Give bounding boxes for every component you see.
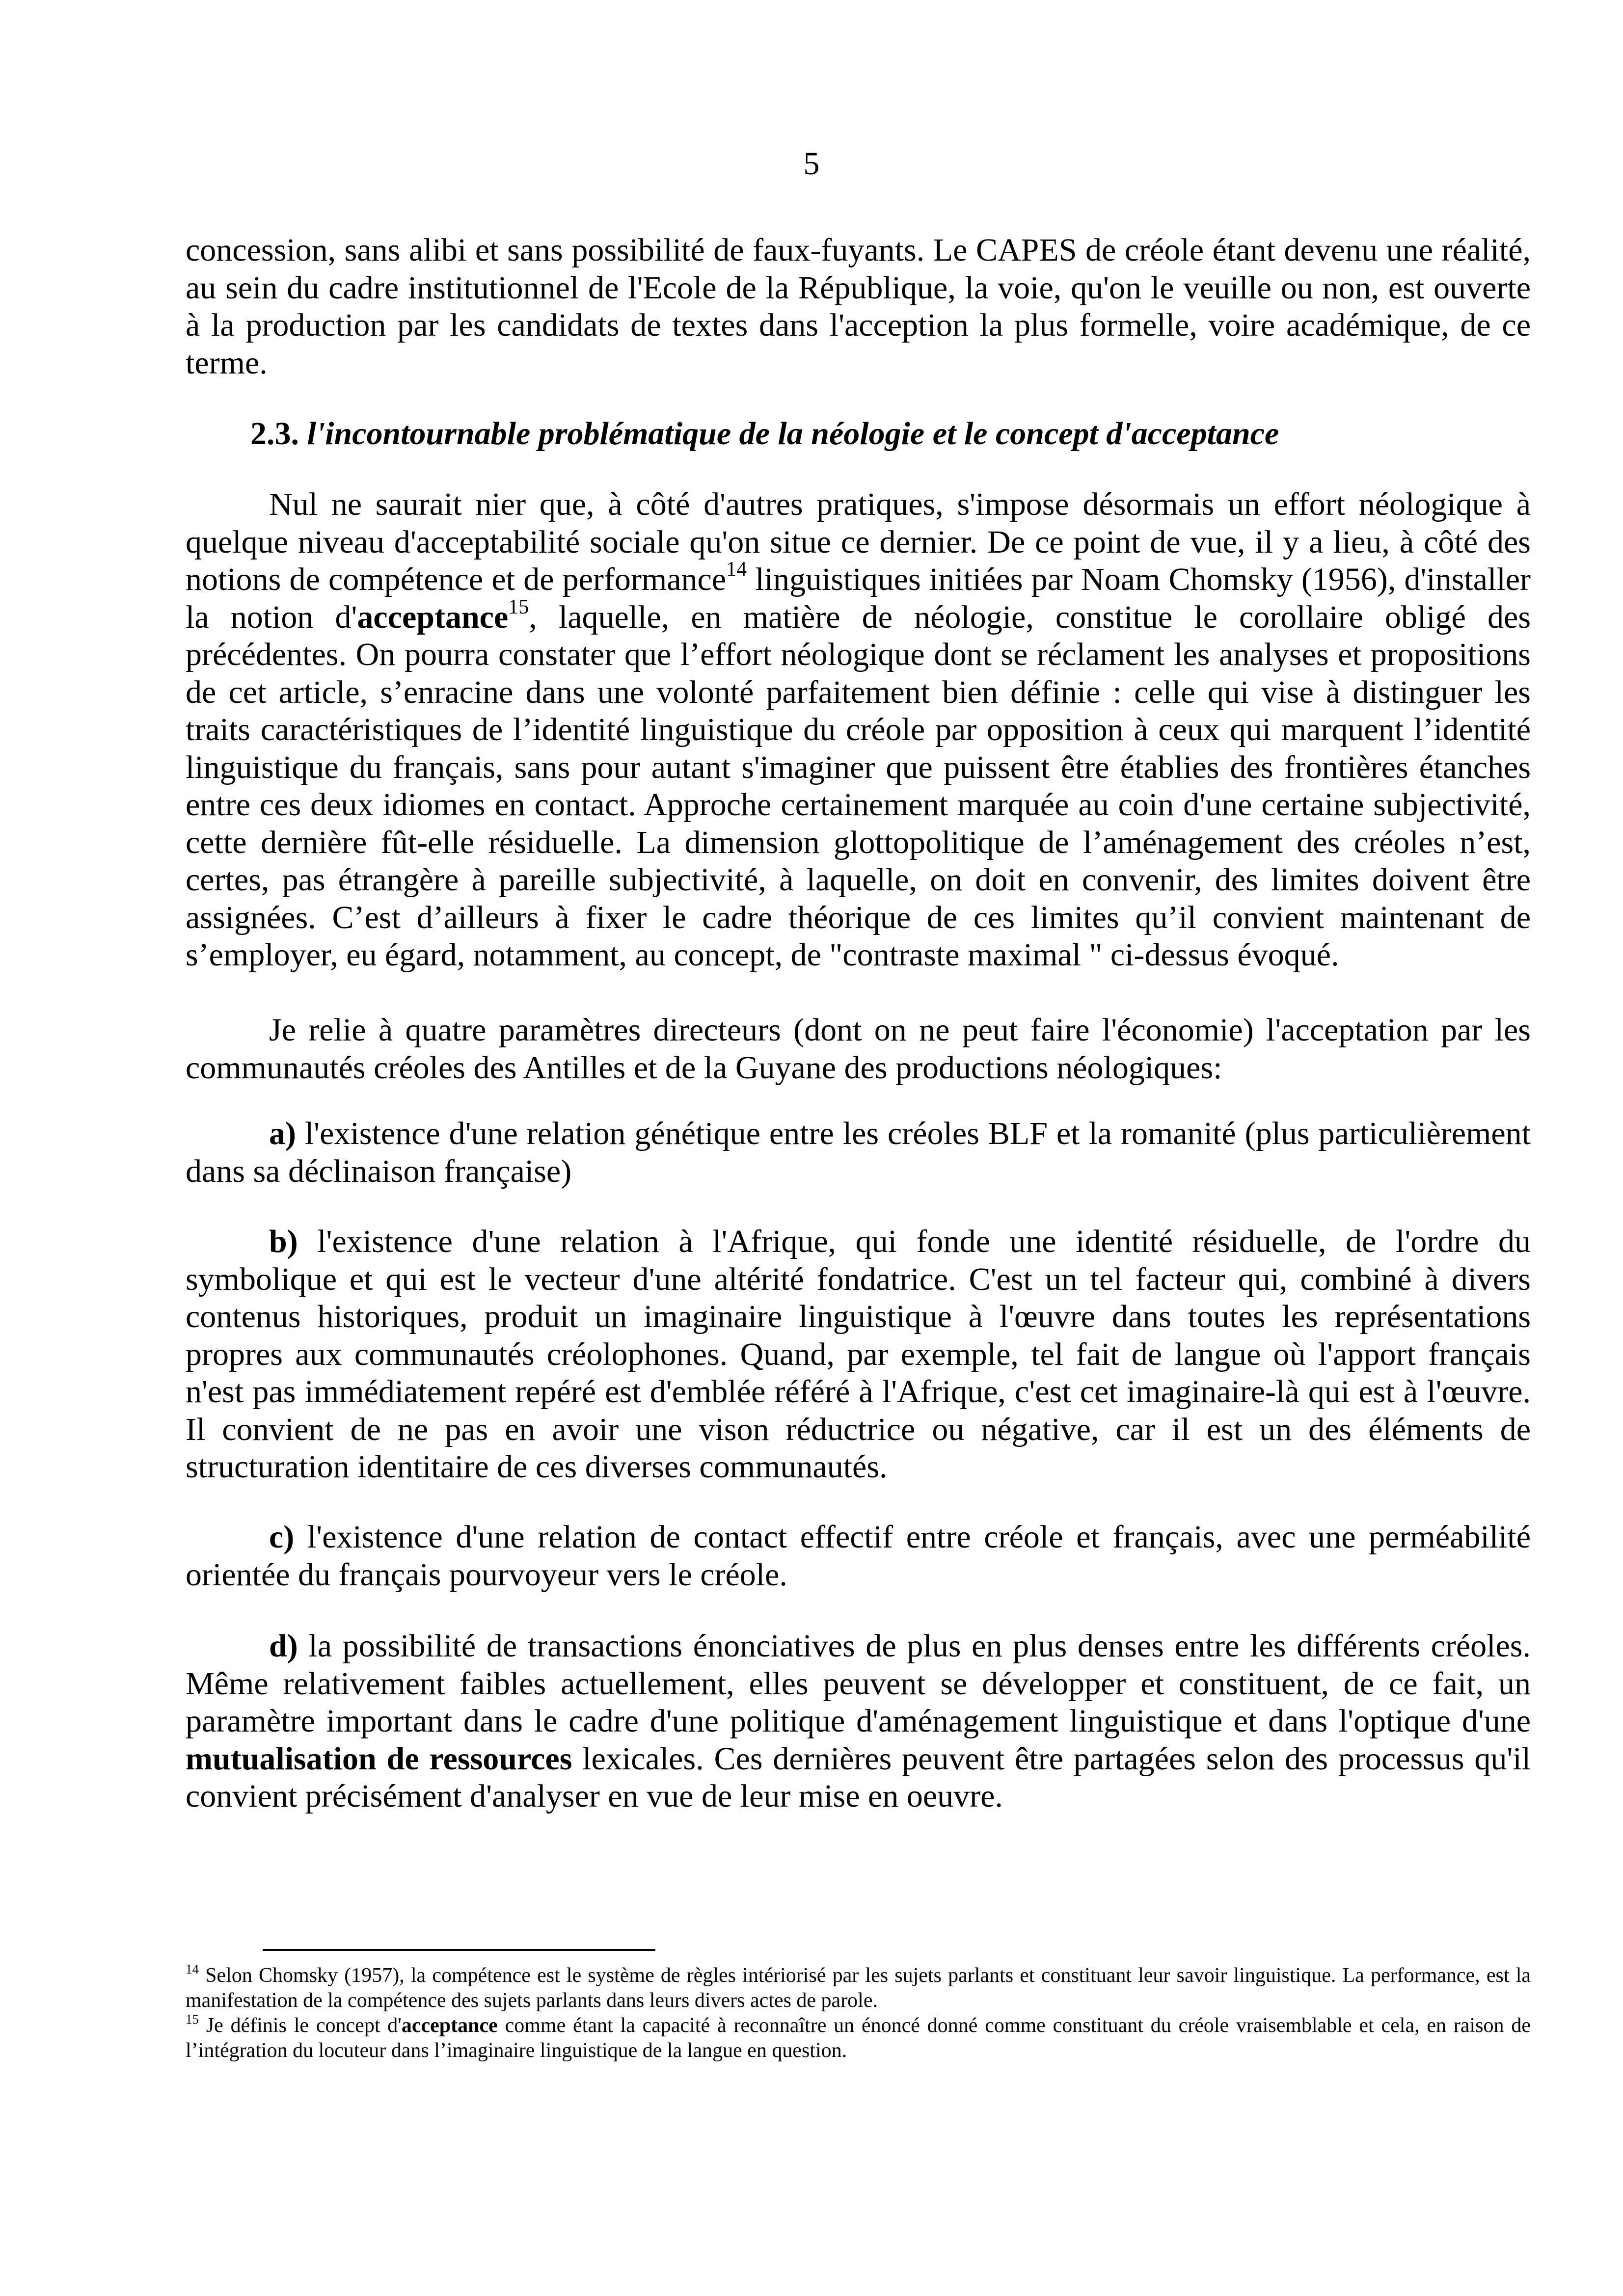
parameter-text: la possibilité de transactions énonciatives de plus en plus denses entre les différents créoles. Même relativement faibles actuellement, elles peuvent se développer et constituent, de ce fait, un paramètre important dans le cadre d'une politique d'aménagement linguistique et dans l'optique d'une xyxy=(186,1628,1531,1739)
section-number: 2.3. xyxy=(250,416,299,452)
paragraph-text: , laquelle, en matière de néologie, constitue le corollaire obligé des précédentes. On pourra constater que l’effort néologique dont se réclament les analyses et propositions de cet article, s’enracine dans une volonté parfaitement bien définie : celle qui vise à distinguer les traits caractéristiques de l’identité linguistique du créole par opposition à ceux qui marquent l’identité linguistique du français, sans pour autant s'imaginer que puissent être établies des frontières étanches entre ces deux idiomes en contact. Approche certainement marquée au coin d'une certaine subjectivité, cette dernière fût-elle résiduelle. La dimension glottopolitique de l’aménagement des créoles n’est, certes, pas étrangère à pareille subjectivité, à laquelle, on doit en convenir, des limites doivent être assignées. C’est d’ailleurs à fixer le cadre théorique de ces limites qu’il convient maintenant de s’employer, eu égard, notamment, au concept, de "contraste maximal " ci-dessus évoqué. xyxy=(186,599,1531,973)
bold-term-acceptance: acceptance xyxy=(401,2014,498,2037)
paragraph-text: Nul ne saurait nier que, à côté d'autres pratiques, s'impose désormais un effort néologique à quelque niveau d'acceptabilité sociale qu'on situe ce dernier. De ce point de vue, il y a lieu, à côté des notions de compétence et de performance xyxy=(186,486,1531,597)
paragraph-neologie xyxy=(186,486,1531,974)
parameter-text: l'existence d'une relation génétique entre les créoles BLF et la romanité (plus particulièrement dans sa déclinaison française) xyxy=(186,1116,1531,1189)
parameter-d xyxy=(186,1628,1531,1815)
footnote-text: comme étant la capacité à reconnaître un énoncé donné comme constituant du créole vraisemblable et cela, en raison de l’intégration du locuteur dans l’imaginaire linguistique de la langue en question. xyxy=(186,2014,1531,2062)
footnote-ref-15[interactable]: 15 xyxy=(508,595,529,618)
parameter-a xyxy=(186,1115,1531,1190)
footnotes xyxy=(186,1963,1531,2063)
parameter-label: d) xyxy=(269,1628,298,1664)
parameter-label: a) xyxy=(269,1116,296,1151)
parameter-text: lexicales. Ces dernières peuvent être partagées selon des processus qu'il convient précisément d'analyser en vue de leur mise en oeuvre. xyxy=(186,1740,1531,1814)
footnote-number: 15 xyxy=(186,2012,199,2027)
footnote-ref-14[interactable]: 14 xyxy=(726,558,747,581)
bold-term-acceptance: acceptance xyxy=(357,599,509,635)
footnote-15 xyxy=(186,2013,1531,2063)
parameter-text: l'existence d'une relation à l'Afrique, qui fonde une identité résiduelle, de l'ordre du symbolique et qui est le vecteur d'une altérité fondatrice. C'est un tel facteur qui, combiné à divers contenus historiques, produit un imaginaire linguistique à l'œuvre dans toutes les représentations propres aux communautés créolophones. Quand, par exemple, tel fait de langue où l'apport français n'est pas immédiatement repéré est d'emblée référé à l'Afrique, c'est cet imaginaire-là qui est à l'œuvre. Il convient de ne pas en avoir une vison réductrice ou négative, car il est un des éléments de structuration identitaire de ces diverses communautés. xyxy=(186,1224,1531,1485)
parameter-b xyxy=(186,1223,1531,1486)
paragraph-parametres-intro: Je relie à quatre paramètres directeurs (dont on ne peut faire l'économie) l'acceptation par les communautés créoles des Antilles et de la Guyane des productions néologiques: xyxy=(186,1012,1531,1086)
footnote-separator xyxy=(263,1949,655,1951)
footnote-text: Selon Chomsky (1957), la compétence est le système de règles intériorisé par les sujets parlants et constituant leur savoir linguistique. La performance, est la manifestation de la compétence des sujets parlants dans leurs divers actes de parole. xyxy=(186,1964,1531,2012)
section-title: l'incontournable problématique de la néologie et le concept d'acceptance xyxy=(307,416,1279,452)
parameter-text: l'existence d'une relation de contact effectif entre créole et français, avec une perméabilité orientée du français pourvoyeur vers le créole. xyxy=(186,1519,1531,1593)
footnote-14 xyxy=(186,1963,1531,2013)
bold-term-mutualisation: mutualisation de ressources xyxy=(186,1740,572,1777)
parameter-label: b) xyxy=(269,1224,298,1259)
parameter-label: c) xyxy=(269,1519,295,1555)
paragraph-concession: concession, sans alibi et sans possibilité de faux-fuyants. Le CAPES de créole étant devenu une réalité, au sein du cadre institutionnel de l'Ecole de la République, la voie, qu'on le veuille ou non, est ouverte à la production par les candidats de textes dans l'acception la plus formelle, voire académique, de ce terme. xyxy=(186,232,1531,381)
parameter-c xyxy=(186,1519,1531,1594)
footnote-number: 14 xyxy=(186,1962,199,1976)
footnote-text: Je définis le concept d' xyxy=(199,2014,402,2037)
paragraph-text: linguistiques initiées par Noam Chomsky (1956), d'installer la notion d' xyxy=(186,561,1531,635)
page-number: 5 xyxy=(803,146,820,182)
section-heading xyxy=(250,415,1527,453)
